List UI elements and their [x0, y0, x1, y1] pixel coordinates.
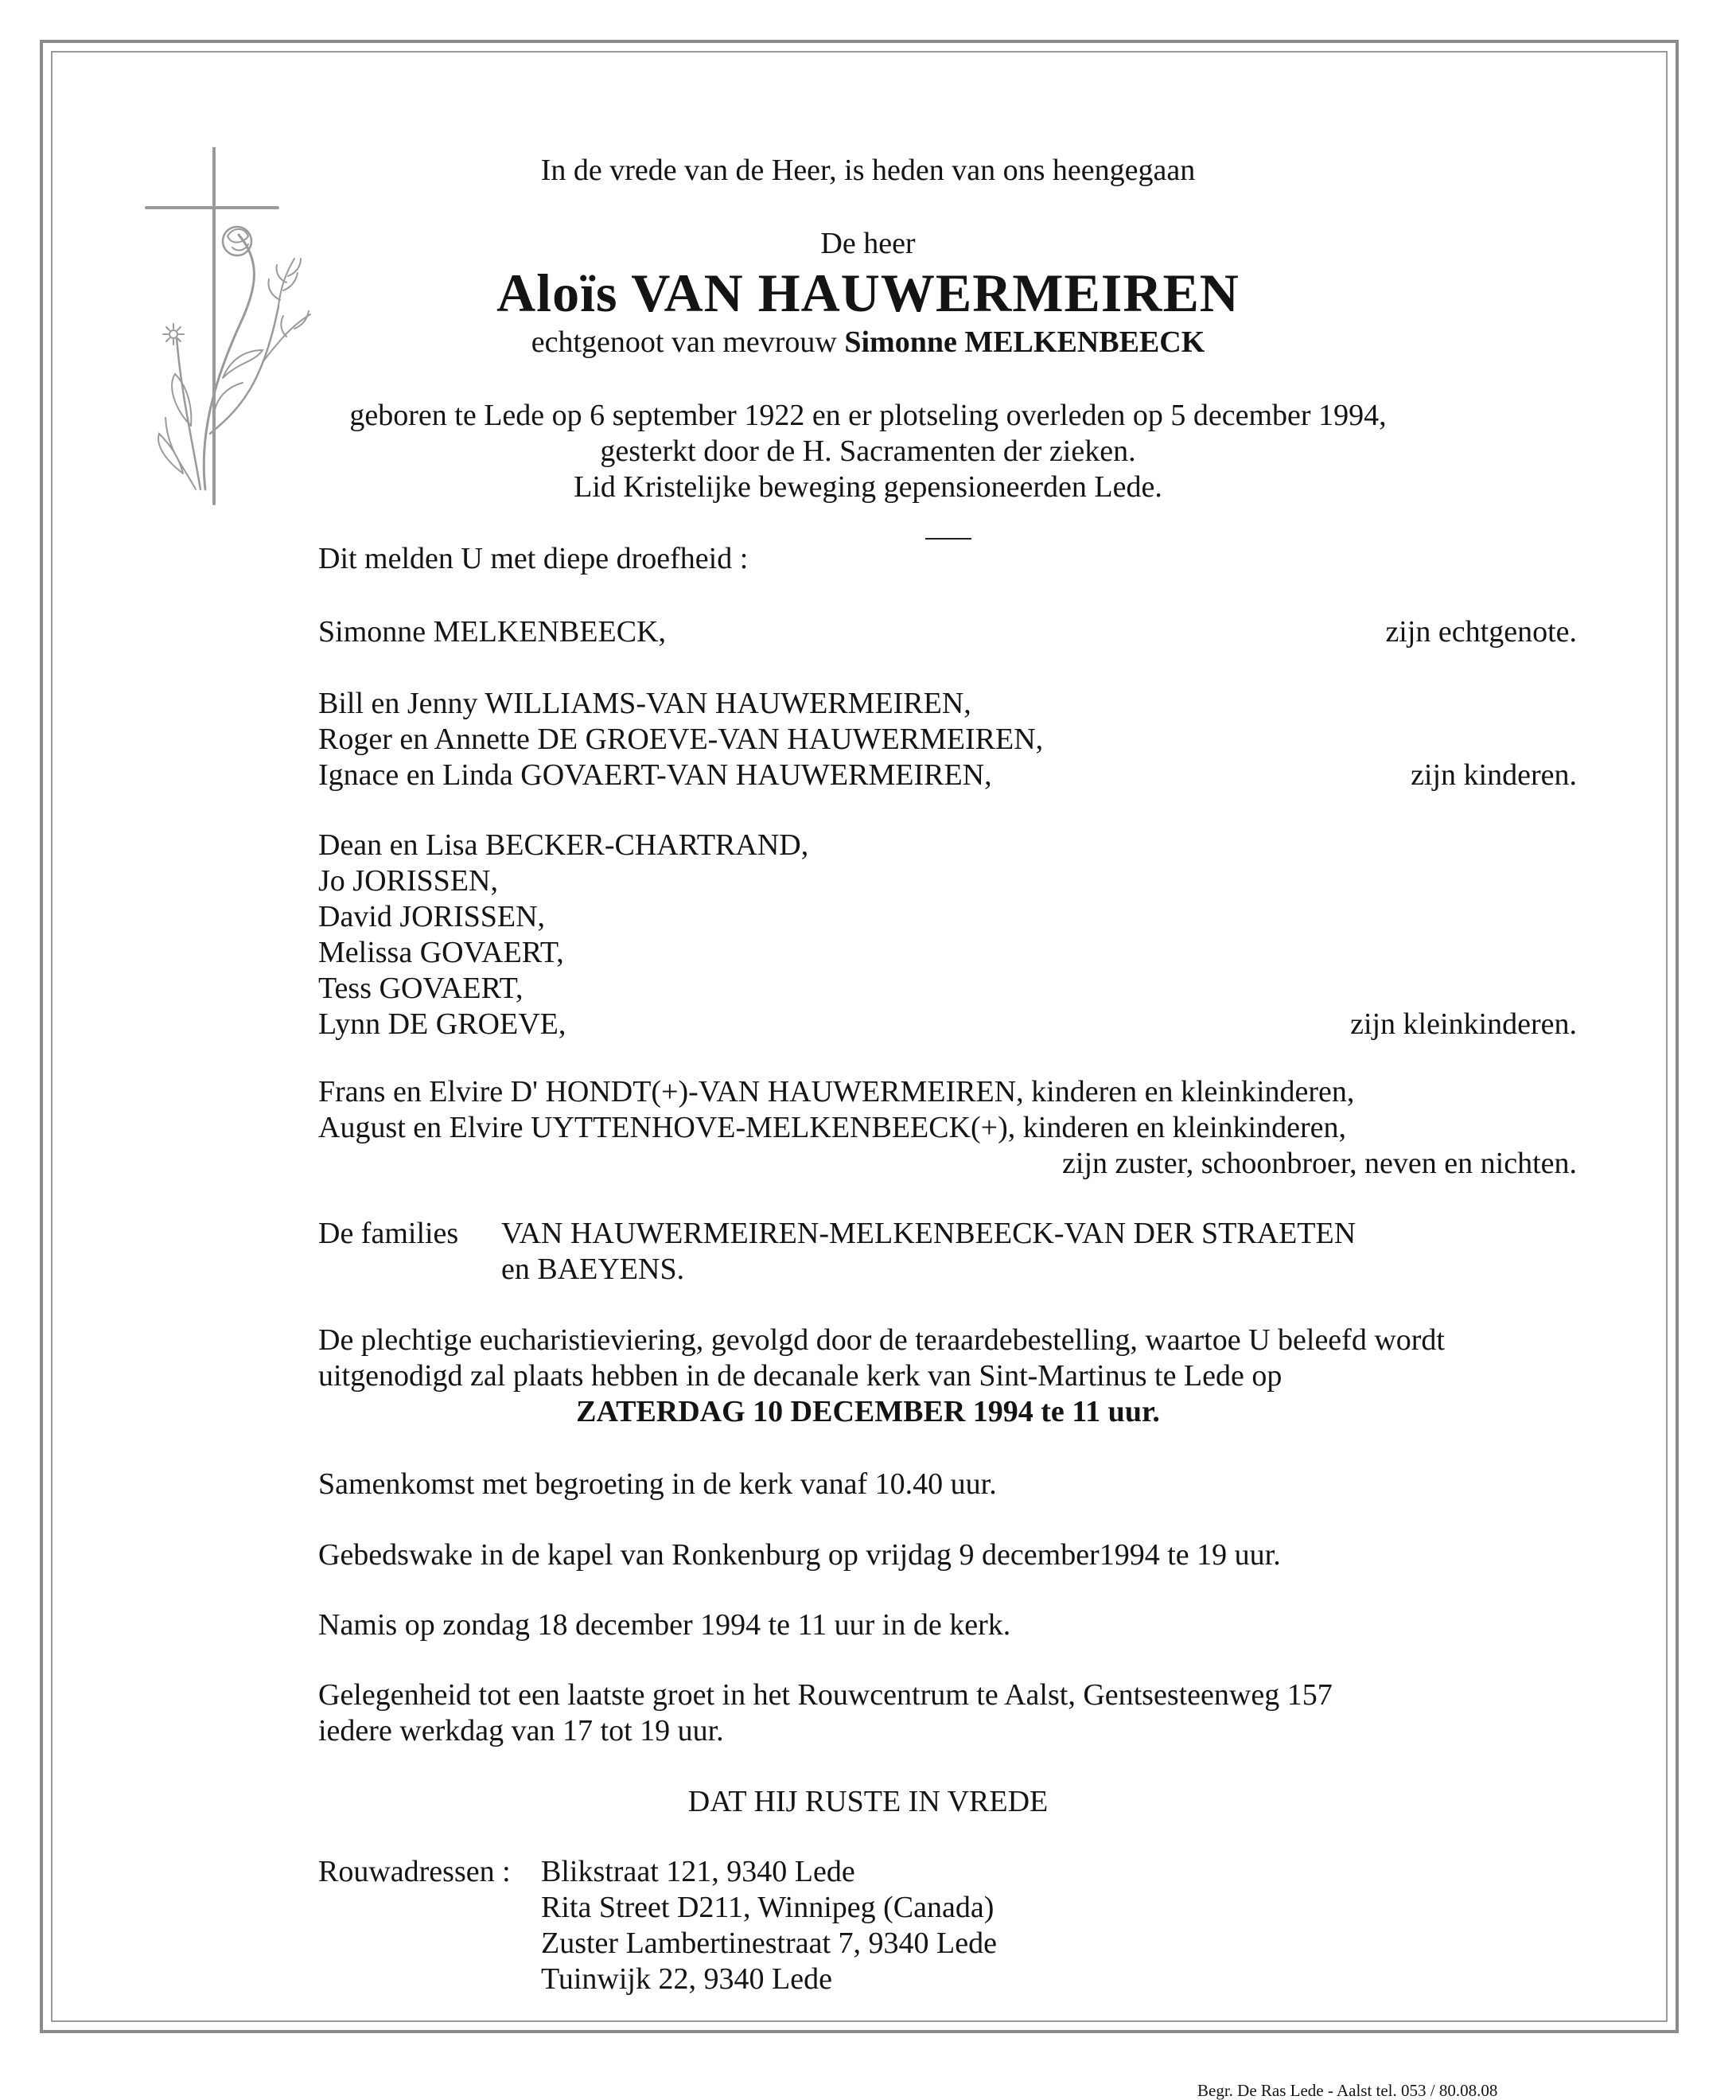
address-4: Tuinwijk 22, 9340 Lede [541, 1962, 832, 1996]
addresses-label: Rouwadressen : [318, 1855, 511, 1888]
grandchild-3: David JORISSEN, [318, 900, 546, 933]
month-mind-note: Namis op zondag 18 december 1994 te 11 uur in de kerk. [318, 1608, 1011, 1642]
sibling-2: August en Elvire UYTTENHOVE-MELKENBEECK(+), kinderen en kleinkinderen, [318, 1111, 1346, 1144]
ceremony-line-1: De plechtige eucharistieviering, gevolgd door de teraardebestelling, waartoe U beleefd wordt [318, 1323, 1445, 1357]
grandchild-2: Jo JORISSEN, [318, 864, 498, 898]
gathering-note: Samenkomst met begroeting in de kerk vanaf 10.40 uur. [318, 1467, 997, 1501]
child-1: Bill en Jenny WILLIAMS-VAN HAUWERMEIREN, [318, 687, 971, 720]
family-spouse-relation: zijn echtgenote. [1385, 615, 1577, 649]
family-spouse-name: Simonne MELKENBEECK, [318, 615, 666, 649]
intro-line: In de vrede van de Heer, is heden van ons heengegaan [540, 154, 1196, 187]
grandchild-1: Dean en Lisa BECKER-CHARTRAND, [318, 828, 809, 862]
ceremony-date: ZATERDAG 10 DECEMBER 1994 te 11 uur. [576, 1395, 1160, 1428]
closing-line: DAT HIJ RUSTE IN VREDE [687, 1785, 1049, 1818]
grandchild-5: Tess GOVAERT, [318, 972, 524, 1005]
grandchild-4: Melissa GOVAERT, [318, 936, 564, 969]
divider-line [925, 538, 971, 540]
birth-death-line: geboren te Lede op 6 september 1922 en er plotseling overleden op 5 december 1994, [349, 399, 1387, 432]
grandchildren-relation: zijn kleinkinderen. [1350, 1007, 1577, 1041]
spouse-name: Simonne MELKENBEECK [844, 325, 1205, 359]
address-2: Rita Street D211, Winnipeg (Canada) [541, 1891, 995, 1924]
grandchild-6: Lynn DE GROEVE, [318, 1007, 566, 1041]
spouse-line [0, 325, 1736, 360]
sibling-1: Frans en Elvire D' HONDT(+)-VAN HAUWERMEIREN, kinderen en kleinkinderen, [318, 1075, 1355, 1108]
membership-line: Lid Kristelijke beweging gepensioneerden Lede. [574, 470, 1162, 504]
footer-credit: Begr. De Ras Lede - Aalst tel. 053 / 80.08.08 [1197, 2081, 1498, 2100]
ceremony-line-2: uitgenodigd zal plaats hebben in de decanale kerk van Sint-Martinus te Lede op [318, 1359, 1283, 1393]
siblings-relation: zijn zuster, schoonbroer, neven en nichten. [1062, 1147, 1577, 1180]
spouse-prefix: echtgenoot van mevrouw [531, 325, 837, 359]
vigil-note: Gebedswake in de kapel van Ronkenburg op vrijdag 9 december1994 te 19 uur. [318, 1538, 1281, 1572]
announcement: Dit melden U met diepe droefheid : [318, 542, 749, 575]
address-3: Zuster Lambertinestraat 7, 9340 Lede [541, 1927, 997, 1960]
address-1: Blikstraat 121, 9340 Lede [541, 1855, 855, 1888]
visit-note-line-2: iedere werkdag van 17 tot 19 uur. [318, 1714, 724, 1747]
visit-note-line-1: Gelegenheid tot een laatste groet in het Rouwcentrum te Aalst, Gentsesteenweg 157 [318, 1678, 1333, 1712]
families-label: De families [318, 1217, 459, 1250]
families-line-1: VAN HAUWERMEIREN-MELKENBEECK-VAN DER STRAETEN [501, 1217, 1356, 1250]
deceased-name: Aloïs VAN HAUWERMEIREN [496, 263, 1240, 323]
families-line-2: en BAEYENS. [501, 1253, 685, 1286]
children-relation: zijn kinderen. [1411, 758, 1577, 792]
title-prefix: De heer [820, 227, 916, 260]
sacraments-line: gesterkt door de H. Sacramenten der zieken. [600, 434, 1136, 468]
child-3: Ignace en Linda GOVAERT-VAN HAUWERMEIREN, [318, 758, 992, 792]
child-2: Roger en Annette DE GROEVE-VAN HAUWERMEIREN, [318, 723, 1044, 756]
